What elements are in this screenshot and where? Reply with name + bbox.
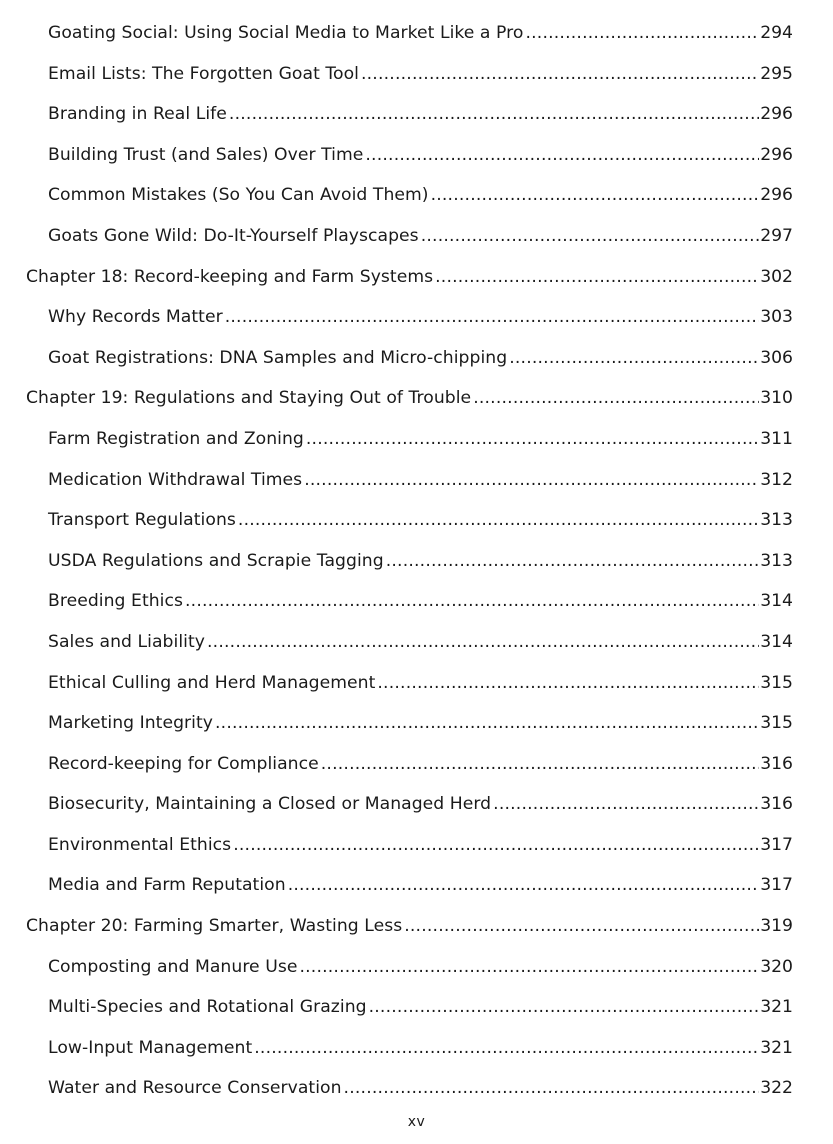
- toc-section-entry[interactable]: [0, 500, 833, 541]
- dot-leader: [233, 825, 759, 866]
- toc-entry-title: Medication Withdrawal Times: [48, 469, 303, 490]
- toc-entry-page-number: 320: [760, 956, 793, 977]
- toc-entry-page-number: 314: [760, 631, 793, 652]
- toc-entry-title: Composting and Manure Use: [48, 956, 298, 977]
- toc-entry-title: Farm Registration and Zoning: [48, 428, 304, 449]
- dot-leader: [299, 947, 759, 988]
- toc-entry-page-number: 313: [760, 550, 793, 571]
- toc-entry-page-number: 311: [760, 428, 793, 449]
- toc-entry-page-number: 315: [760, 672, 793, 693]
- dot-leader: [229, 94, 759, 135]
- dot-leader: [185, 581, 759, 622]
- dot-leader: [369, 987, 759, 1028]
- toc-section-entry[interactable]: [0, 703, 833, 744]
- toc-section-entry[interactable]: [0, 13, 833, 54]
- dot-leader: [207, 622, 759, 663]
- dot-leader: [215, 703, 759, 744]
- toc-entry-page-number: 317: [760, 834, 793, 855]
- toc-section-entry[interactable]: [0, 987, 833, 1028]
- toc-entry-page-number: 297: [760, 225, 793, 246]
- toc-entry-page-number: 315: [760, 713, 793, 734]
- toc-entry-page-number: 302: [760, 266, 793, 287]
- dot-leader: [509, 338, 759, 379]
- toc-section-entry[interactable]: [0, 541, 833, 582]
- dot-leader: [404, 906, 759, 947]
- toc-section-entry[interactable]: [0, 94, 833, 135]
- dot-leader: [361, 54, 759, 95]
- toc-section-entry[interactable]: [0, 54, 833, 95]
- toc-entry-page-number: 321: [760, 997, 793, 1018]
- toc-entry-title: Goating Social: Using Social Media to Market Like a Pro: [48, 23, 524, 43]
- toc-entry-page-number: 322: [760, 1078, 793, 1099]
- toc-entry-title: Email Lists: The Forgotten Goat Tool: [48, 63, 359, 84]
- toc-entry-title: Transport Regulations: [48, 510, 236, 531]
- toc-entry-page-number: 294: [760, 23, 793, 43]
- toc-section-entry[interactable]: [0, 825, 833, 866]
- toc-section-entry[interactable]: [0, 947, 833, 988]
- dot-leader: [238, 500, 759, 541]
- toc-entry-page-number: 319: [760, 916, 793, 937]
- toc-entry-title: Why Records Matter: [48, 307, 223, 328]
- toc-entry-title: Marketing Integrity: [48, 713, 214, 734]
- toc-chapter-entry[interactable]: [0, 257, 833, 298]
- toc-section-entry[interactable]: [0, 216, 833, 257]
- dot-leader: [288, 865, 759, 906]
- dot-leader: [344, 1068, 759, 1109]
- toc-section-entry[interactable]: [0, 135, 833, 176]
- dot-leader: [386, 541, 759, 582]
- toc-entry-page-number: 316: [760, 753, 793, 774]
- dot-leader: [435, 257, 759, 298]
- toc-section-entry[interactable]: [0, 622, 833, 663]
- toc-entry-title: Branding in Real Life: [48, 104, 227, 125]
- toc-entry-title: Breeding Ethics: [48, 591, 184, 612]
- toc-chapter-entry[interactable]: [0, 906, 833, 947]
- page-number: xv: [407, 1114, 426, 1130]
- dot-leader: [473, 378, 759, 419]
- toc-entry-title: Chapter 19: Regulations and Staying Out of Trouble: [26, 388, 472, 409]
- toc-entry-page-number: 306: [760, 347, 793, 368]
- toc-entry-title: Goat Registrations: DNA Samples and Micro-chipping: [48, 347, 508, 368]
- toc-entry-title: USDA Regulations and Scrapie Tagging: [48, 550, 384, 571]
- dot-leader: [431, 175, 759, 216]
- toc-section-entry[interactable]: [0, 663, 833, 704]
- toc-chapter-entry[interactable]: [0, 378, 833, 419]
- toc-entry-page-number: 296: [760, 104, 793, 125]
- dot-leader: [493, 784, 759, 825]
- toc-section-entry[interactable]: [0, 581, 833, 622]
- dot-leader: [321, 744, 759, 785]
- toc-entry-title: Goats Gone Wild: Do-It-Yourself Playscapes: [48, 225, 419, 246]
- toc-entry-title: Chapter 18: Record-keeping and Farm Systems: [26, 266, 434, 287]
- toc-section-entry[interactable]: [0, 338, 833, 379]
- toc-entry-page-number: 295: [760, 63, 793, 84]
- toc-entry-title: Water and Resource Conservation: [48, 1078, 342, 1099]
- toc-entry-page-number: 321: [760, 1037, 793, 1058]
- toc-entry-page-number: 296: [760, 185, 793, 206]
- toc-entry-title: Record-keeping for Compliance: [48, 753, 319, 774]
- toc-section-entry[interactable]: [0, 175, 833, 216]
- toc-entry-title: Environmental Ethics: [48, 834, 232, 855]
- toc-entry-page-number: 317: [760, 875, 793, 896]
- toc-section-entry[interactable]: [0, 865, 833, 906]
- toc-entry-page-number: 314: [760, 591, 793, 612]
- toc-entry-title: Ethical Culling and Herd Management: [48, 672, 376, 693]
- toc-entry-title: Common Mistakes (So You Can Avoid Them): [48, 185, 429, 206]
- toc-entry-title: Biosecurity, Maintaining a Closed or Managed Herd: [48, 794, 492, 815]
- dot-leader: [304, 460, 759, 501]
- toc-section-entry[interactable]: [0, 419, 833, 460]
- dot-leader: [365, 135, 759, 176]
- dot-leader: [377, 663, 759, 704]
- toc-entry-page-number: 312: [760, 469, 793, 490]
- dot-leader: [306, 419, 759, 460]
- table-of-contents: [0, 13, 833, 1109]
- toc-section-entry[interactable]: [0, 297, 833, 338]
- toc-section-entry[interactable]: [0, 460, 833, 501]
- toc-entry-title: Low-Input Management: [48, 1037, 253, 1058]
- toc-entry-title: Sales and Liability: [48, 631, 205, 652]
- toc-entry-title: Media and Farm Reputation: [48, 875, 286, 896]
- toc-entry-title: Building Trust (and Sales) Over Time: [48, 144, 364, 165]
- toc-section-entry[interactable]: [0, 744, 833, 785]
- toc-entry-page-number: 310: [760, 388, 793, 409]
- dot-leader: [225, 297, 759, 338]
- toc-entry-title: Multi-Species and Rotational Grazing: [48, 997, 367, 1018]
- toc-entry-title: Chapter 20: Farming Smarter, Wasting Less: [26, 916, 403, 937]
- toc-entry-page-number: 313: [760, 510, 793, 531]
- dot-leader: [254, 1028, 759, 1069]
- dot-leader: [421, 216, 759, 257]
- toc-entry-page-number: 303: [760, 307, 793, 328]
- toc-entry-page-number: 296: [760, 144, 793, 165]
- toc-entry-page-number: 316: [760, 794, 793, 815]
- toc-section-entry[interactable]: [0, 784, 833, 825]
- toc-section-entry[interactable]: [0, 1028, 833, 1069]
- toc-section-entry[interactable]: [0, 1068, 833, 1109]
- dot-leader: [525, 13, 759, 54]
